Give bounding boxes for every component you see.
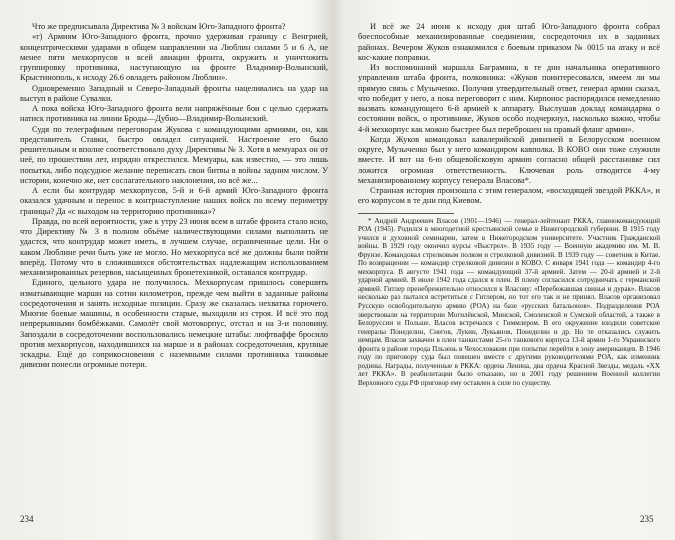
paragraph: А пока войска Юго-Западного фронта вели напряжённые бои с целью сдержать натиск противника на линии Броды—Дубно—Владимир-Волынский. xyxy=(20,104,328,124)
paragraph: Единого, цельного удара не получилось. Мехкорпусам пришлось совершить изматывающие марши на сотни километров, прежде чем выйти в заданные районы сосредоточения и занять исходные позиции. Сразу же сказалась нехватка горючего. Многие боевые машины, в особенности старые, выходили из строя. И всё это под непрерывными бомбёжками. Самолёт свой мотокорпус, отстал и на 3-и половину. Запоздали в сосредоточении воспользовались немецкие штабы: люфтваффе бросило против мехкорпусов, находившихся на марше и в районах сосредоточения, крупные эскадры. Ещё до соприкосновения с наземными силами противника танковые дивизии понесли огромные потери. xyxy=(20,278,328,370)
left-page xyxy=(20,22,328,371)
right-page xyxy=(358,22,660,387)
paragraph: Одновременно Западный и Северо-Западный фронты нацеливались на удар на выступ в районе Сувалки. xyxy=(20,83,328,103)
paragraph: Что же предписывала Директива № 3 войскам Юго-Западного фронта? xyxy=(32,22,286,31)
footnote: * Андрей Андреевич Власов (1901—1946) — генерал-лейтенант РККА, главнокомандующий РОА (1945). Родился в многодетной крестьянской семье в Нижегородской губернии. В 1915 году учился в духовной семинарии, затем в Нижегородском университете. Участник Гражданской войны. В 1929 году окончил курсы «Выстрел». В 1935 году — Военную академию им. М. В. Фрунзе. Командовал стрелковым полком и стрелковой дивизией. В 1939 году — советник в Китае. По возвращении — командир стрелковой дивизии в КОВО. С января 1941 года — командир 4-го мехкорпуса. В августе 1941 года — командующий 37-й армией. Затем — 20-й армией и 2-й ударной армией. В июле 1942 года сдался в плен. В плену согласился сотрудничать с германской армией. Гитлер пренебрежительно относился к Власову: «Перебежавшая свинья и дурак». Власов несколько раз пытался встретиться с Гитлером, но тот его так и не принял. Власов организовал Русскую освободительную армию (РОА) на базе «русских батальонов». Подразделения РОА зверствовали на территории Могилёвской, Минской, Смоленской и Сумской областей, а также в Белоруссии и Польше. Власов встречался с Гиммлером. В его окружение входили советские генералы Понеделин, Снегов, Лукин, Лукьянов, Понеделин и др. Но те отказались служить немцам. Власов захвачен в плен танкистами 25-го танкового корпуса 13-й армии 1-го Украинского фронта в районе города Пльзень в Чехословакии при попытке перейти в зону американцев. В 1946 году по приговору суда был повешен вместе с другими руководителями РОА, как изменник родины. Награды, полученные в РККА: ордена Ленина, два ордена Красной Звезды, медаль «XX лет РККА». В реабилитации было отказано, но в 2001 году решением Военной коллегии Верховного суда РФ приговор ему оставлен в силе по существу. xyxy=(358,216,660,387)
paragraph: А если бы контрудар мехкорпусов, 5-й и 6-й армий Юго-Западного фронта оказался удачным и перенос в контрнаступление наших войск по всему периметру границы? Да «с выходом на территорию противника»? xyxy=(20,186,328,216)
paragraph: Странная история произошла с этим генералом, «восходящей звездой РККА», и его корпусом в те дни под Киевом. xyxy=(358,186,660,206)
paragraph: Из воспоминаний маршала Баграмяна, в те дни начальника оперативного управления штаба фронта, полковника: «Жуков поинтересовался, имеем ли мы прямую связь с Музыченко. Получив утвердительный ответ, генерал армии сказал, что победит у него, а пока переговорит с ним. Кирпонос распорядился немедленно вызвать командующего 6-й армией к аппарату. Выслушав доклад командарма о состоянии войск, о противнике, Жуков особо подчеркнул, насколько важно, чтобы 4-й мехкорпус как можно быстрее был переброшен на правый фланг армии». xyxy=(358,63,660,134)
footnote-divider xyxy=(358,213,454,214)
paragraph: И всё же 24 июня к исходу дня штаб Юго-Западного фронта собрал боеспособные механизированные соединения, сосредоточил их в заданных районах. Вечером Жуков ознакомился с боевым приказом № 0015 на атаку и всё кос-какие поправки. xyxy=(358,22,660,62)
paragraph: Судя по телеграфным переговорам Жукова с командующими армиями, он, как представитель Ставки, быстро овладел ситуацией. Настроение его было решительным и вполне соответствовало духу Директивы № 3. Хотя в мемуарах он от неё, по прошествии лет, изрядно открестился. Мемуары, как известно, — это лишь попытка, либо подсудное желание переписать свои битвы в войны задним числом. У истории, конечно же, нет сослагательного наклонения, но всё же... xyxy=(20,124,328,185)
paragraph: «г) Армиям Юго-Западного фронта, прочно удерживая границу с Венгрией, концентрическими ударами в общем направлении на Люблин силами 5 и 6 А, не менее пяти мехкорпусов и всей авиации фронта, окружить и уничтожить группировку противника, наступающую на фронте Владимир-Волынский, Крыстинополь, к исходу 26.6 овладеть районом Люблин». xyxy=(20,32,328,83)
paragraph: Правда, по всей вероятности, уже к утру 23 июня всем в штабе фронта стало ясно, что Директиву № 3 в полном объёме наличествующими силами выполнить не удастся, что контрудар может иметь, в лучшем случае, ограниченные цели. Ни о каком Люблине речи быть уже не могло. Но мехкорпуса всё же должны были пойти вперёд. Потому что в сложившихся обстоятельствах надлежащим использованием механизированных резервов, насыщенных бронетехникой, оставался контрудар. xyxy=(20,216,328,277)
page-number-right: 235 xyxy=(640,514,654,524)
page-number-left: 234 xyxy=(20,514,34,524)
paragraph: Когда Жуков командовал кавалерийской дивизией в Белорусском военном округе, Музыченко был у него командиром кавполка. В КОВО они тоже служили вместе. И вот на 6-ю общевойсковую армию согласно общей расстановке сил ложится огромная ответственность. Ключевая роль отводится 4-му механизированному корпусу генерала Власова*. xyxy=(358,134,660,185)
